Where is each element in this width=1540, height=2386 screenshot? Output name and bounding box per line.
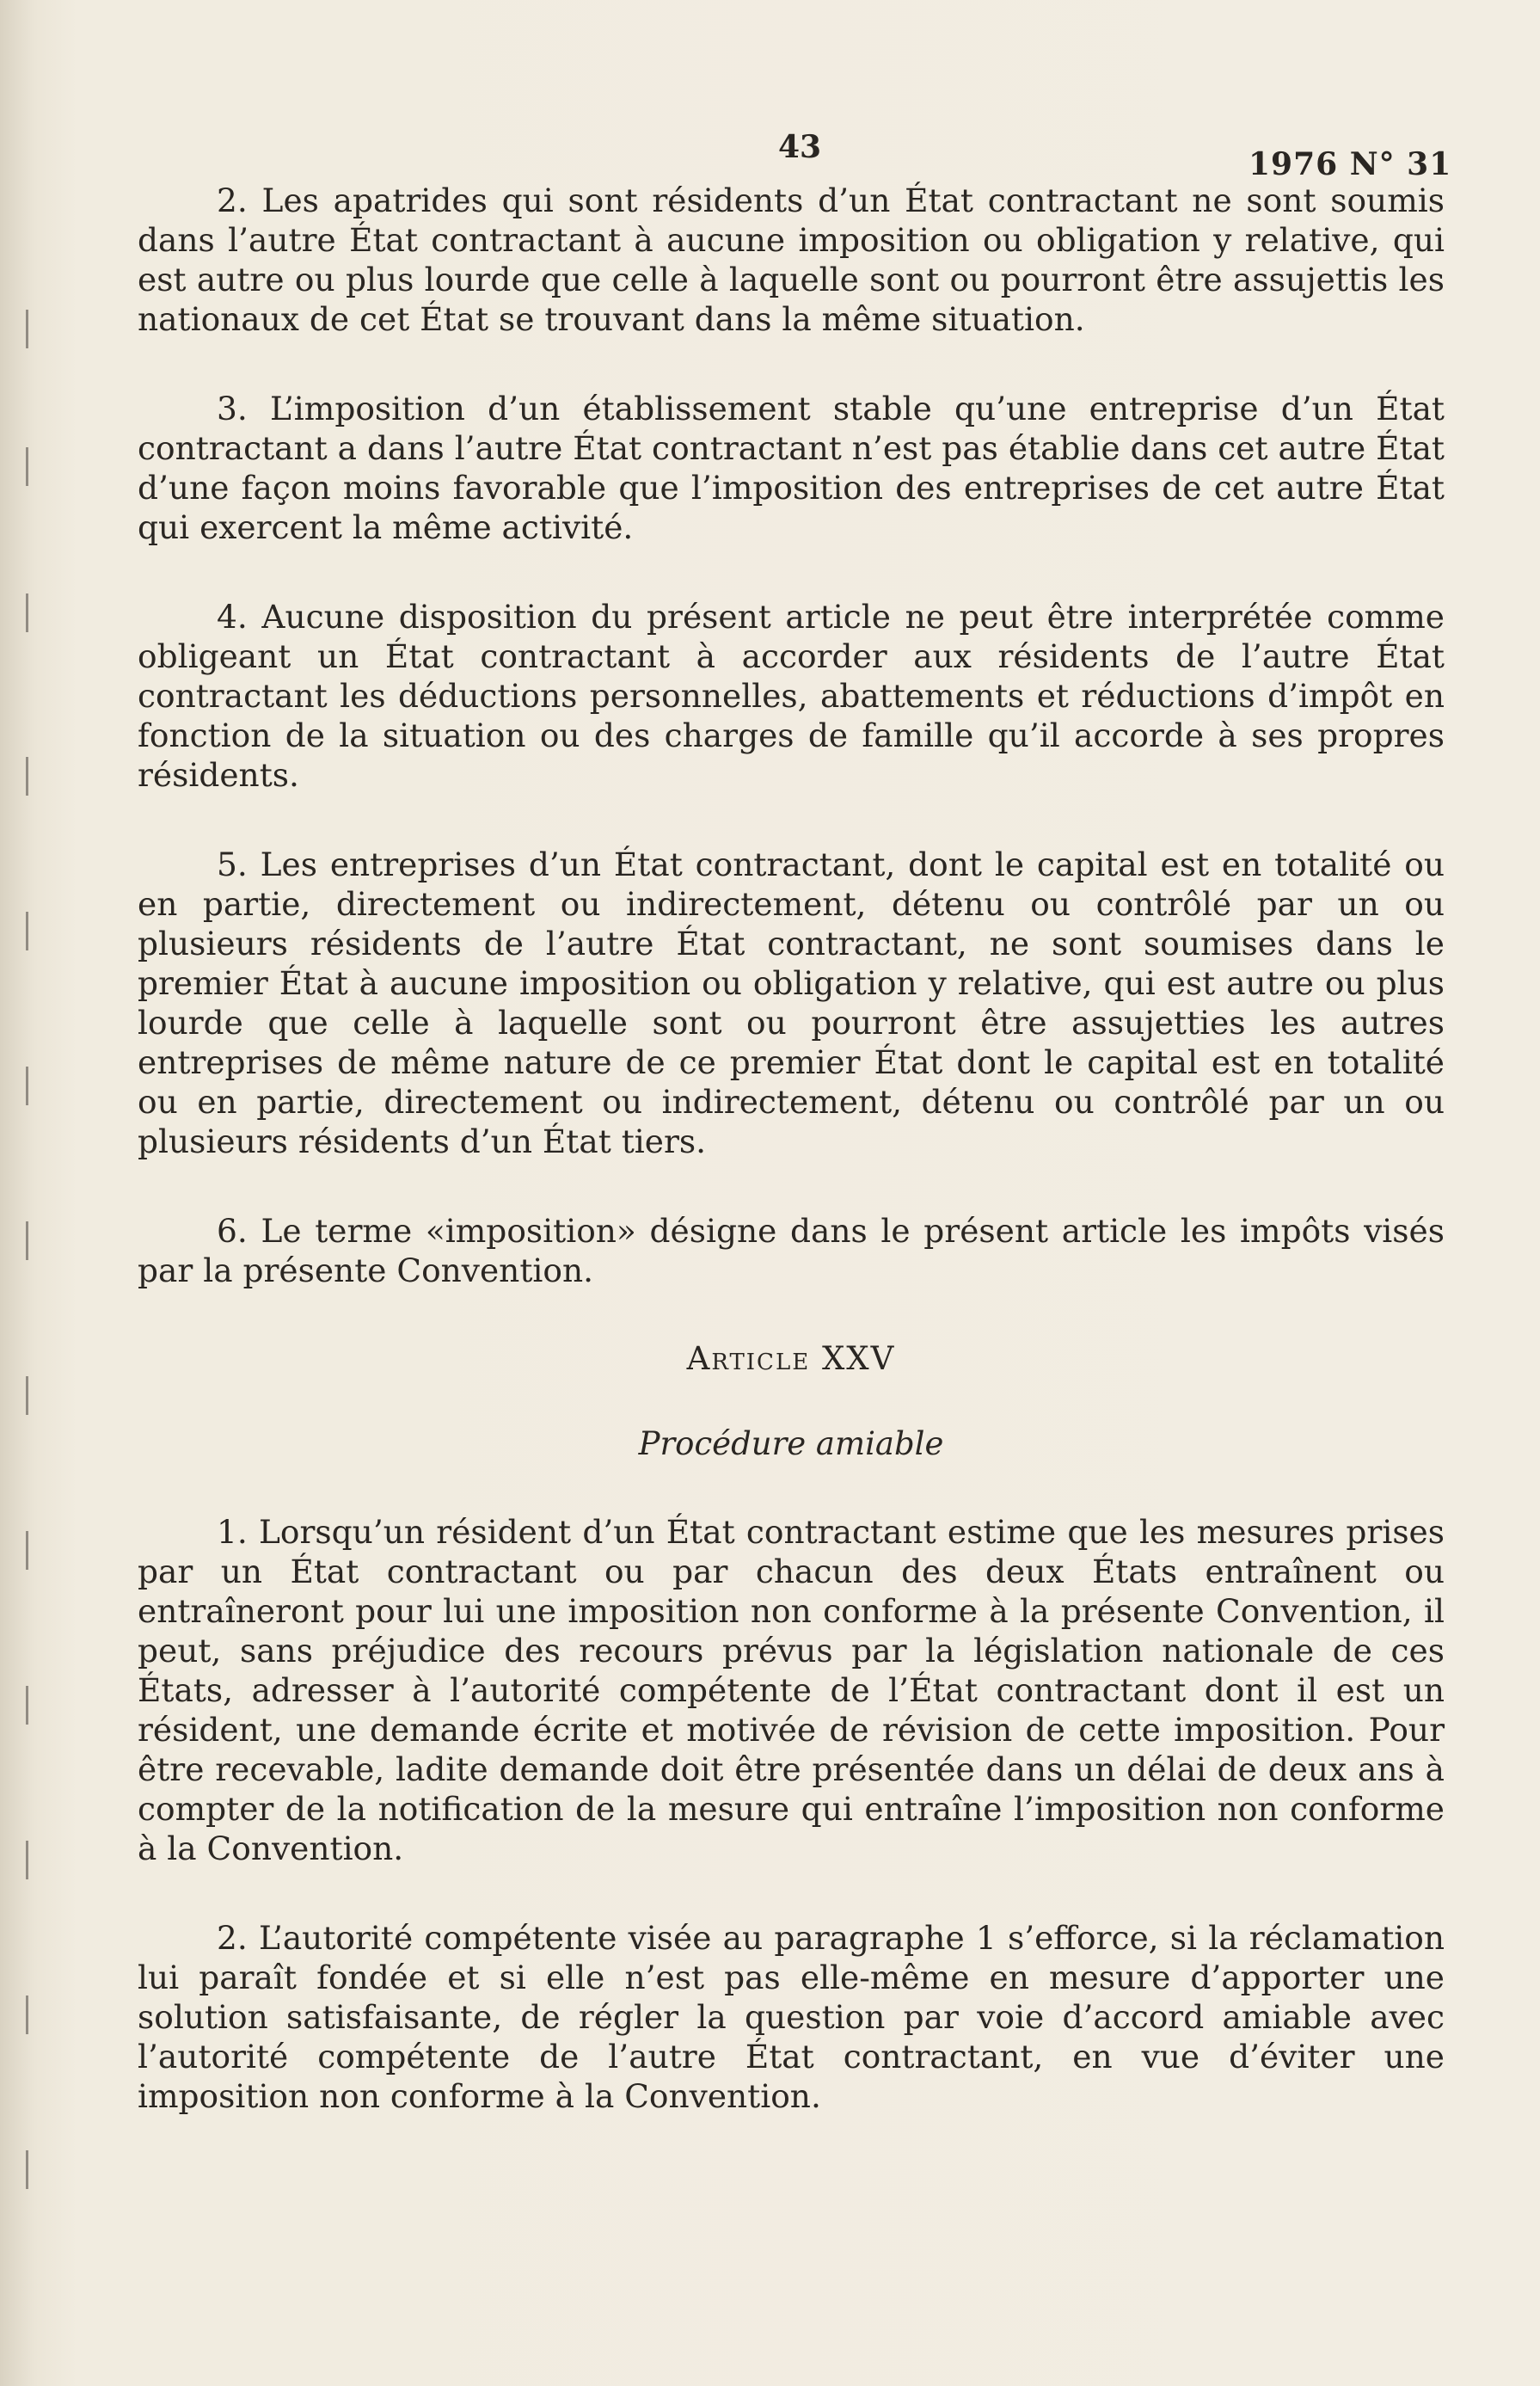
paragraph-5-enterprises: 5. Les entreprises d’un État contractant, dont le capital est en totalité ou en partie, directement ou indirectement, détenu ou contrôlé par un ou plusieurs résidents de l’autre État contractant, ne sont soumises dans le premier État à aucune imposition ou obligation y relative, qui est autre ou plus lourde que celle à laquelle sont ou pourront être assujetties les autres entreprises de même nature de ce premier État dont le capital est en totalité ou en partie, directement ou indirectement, détenu ou contrôlé par un ou plusieurs résidents d’un État tiers. — [138, 846, 1445, 1160]
page-header — [0, 129, 1540, 181]
document-reference: 1976 N° 31 — [1249, 146, 1452, 182]
paragraph-3-permanent-establishment: 3. L’imposition d’un établissement stable qu’une entreprise d’un État contractant a dans l’autre État contractant n’est pas établie dans cet autre État d’une façon moins favorable que l’imposition des entreprises de cet autre État qui exercent la même activité. — [138, 390, 1445, 546]
paragraph-6-definition: 6. Le terme «imposition» désigne dans le présent article les impôts visés par la présente Convention. — [138, 1212, 1445, 1289]
page-number: 43 — [778, 129, 822, 165]
page-body — [138, 181, 1445, 2166]
binding-gutter — [26, 310, 33, 2288]
paragraph-1-mutual-agreement: 1. Lorsqu’un résident d’un État contractant estime que les mesures prises par un État contractant ou par chacun des deux États entraînent ou entraîneront pour lui une imposition non conforme à la présente Convention, il peut, sans préjudice des recours prévus par la législation nationale de ces États, adresser à l’autorité compétente de l’État contractant dont il est un résident, une demande écrite et motivée de révision de cette imposition. Pour être recevable, ladite demande doit être présentée dans un délai de deux ans à compter de la notification de la mesure qui entraîne l’imposition non conforme à la Convention. — [138, 1513, 1445, 1867]
paragraph-4-deductions: 4. Aucune disposition du présent article ne peut être interprétée comme obligeant un État contractant à accorder aux résidents de l’autre État contractant les déductions personnelles, abattements et réductions d’impôt en fonction de la situation ou des charges de famille qu’il accorde à ses propres résidents. — [138, 598, 1445, 794]
paragraph-2-stateless: 2. Les apatrides qui sont résidents d’un État contractant ne sont soumis dans l’autre État contractant à aucune imposition ou obligation y relative, qui est autre ou plus lourde que celle à laquelle sont ou pourront être assujettis les nationaux de cet État se trouvant dans la même situation. — [138, 181, 1445, 338]
article-heading: Article XXV — [686, 1340, 896, 1377]
article-subtitle: Procédure amiable — [638, 1425, 944, 1462]
paragraph-2-competent-authority: 2. L’autorité compétente visée au paragraphe 1 s’efforce, si la réclamation lui paraît fondée et si elle n’est pas elle-même en mesure d’apporter une solution satisfaisante, de régler la question par voie d’accord amiable avec l’autorité compétente de l’autre État contractant, en vue d’éviter une imposition non conforme à la Convention. — [138, 1919, 1445, 2115]
